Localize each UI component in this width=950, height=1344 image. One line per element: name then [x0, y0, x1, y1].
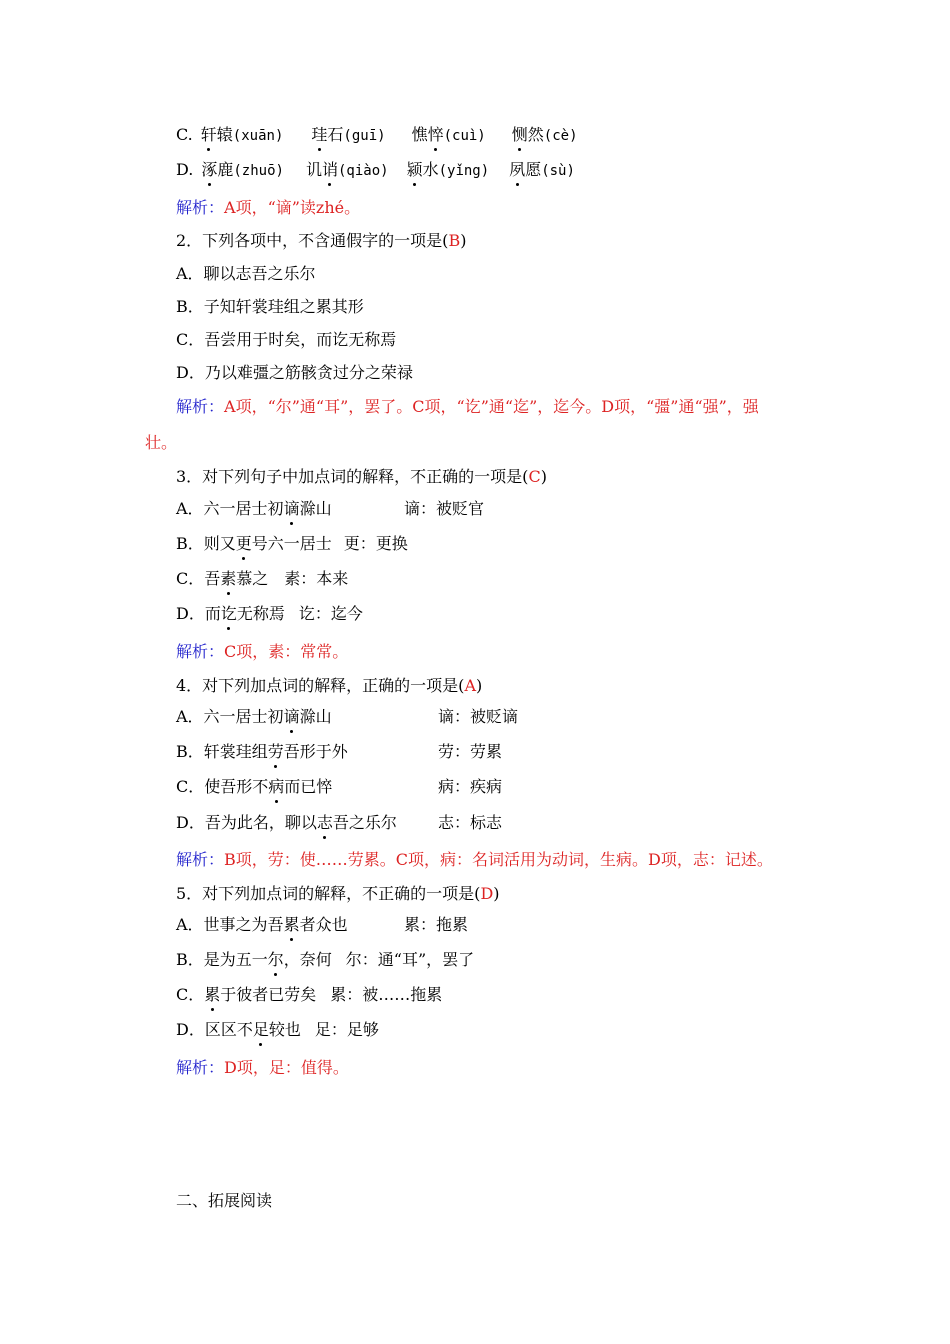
option-letter: C. [176, 125, 193, 144]
q3-option-a [176, 498, 332, 520]
option-text: B．轩裳珪组 [176, 742, 268, 761]
dotted-char: 夙 [509, 160, 526, 179]
dotted-char: 涿 [201, 160, 218, 179]
dotted-char: 诮 [321, 160, 338, 179]
dotted-char: 更 [235, 534, 252, 553]
q2-option-a: A．聊以志吾之乐尔 [176, 264, 316, 283]
analysis-label: 解析： [176, 198, 225, 217]
q4-option-a [176, 706, 332, 728]
pinyin: (guī) [343, 128, 386, 144]
question-stem: 3．对下列句子中加点词的解释，不正确的一项是( [176, 467, 529, 486]
dotted-char: 劳 [267, 742, 284, 761]
dotted-char: 恻 [511, 125, 528, 144]
option-text: 无称焉 [236, 604, 285, 623]
pinyin: (yǐng) [438, 163, 490, 179]
option-text: 较也 [268, 1020, 301, 1039]
analysis-label: 解析： [176, 642, 225, 661]
char: 水 [422, 160, 439, 179]
q3-option-d [176, 603, 363, 625]
pinyin: (sù) [541, 163, 575, 179]
q3-option-b [176, 533, 408, 555]
option-letter: D. [176, 160, 194, 179]
question-stem: 4．对下列加点词的解释，正确的一项是( [176, 676, 465, 695]
q3-stem [176, 466, 547, 488]
q4-gloss-d: 志：标志 [438, 813, 503, 832]
q4-option-d [176, 812, 397, 834]
q2-option-b: B．子知轩裳珪组之累其形 [176, 297, 364, 316]
dotted-char: 累 [283, 915, 300, 934]
q5-gloss-a: 累：拖累 [404, 915, 469, 934]
option-text: ，奈何 [283, 950, 332, 969]
answer: C [528, 467, 541, 486]
pinyin: (qiào) [337, 163, 389, 179]
char: 鹿 [217, 160, 234, 179]
dotted-char: 讫 [220, 604, 237, 623]
option-text: 而已悴 [284, 777, 333, 796]
char: 然 [527, 125, 544, 144]
char: 石 [327, 125, 344, 144]
answer: D [480, 884, 494, 903]
char: 憔 [411, 125, 428, 144]
q3-analysis [176, 641, 348, 663]
option-text: 吾形于外 [283, 742, 348, 761]
char: 讥 [305, 160, 322, 179]
option-text: 慕之 [236, 569, 269, 588]
option-text: D．吾为此名，聊以 [176, 813, 317, 832]
gloss: 累：被……拖累 [330, 985, 443, 1004]
q3-gloss-a: 谪：被贬官 [404, 499, 485, 518]
option-text: C．使吾形不 [176, 777, 269, 796]
section-heading: 二、拓展阅读 [176, 1191, 273, 1210]
option-text: D．区区不 [176, 1020, 253, 1039]
analysis-text: A项，“谪”读zhé。 [224, 198, 361, 217]
option-text: 于彼者已劳矣 [220, 985, 317, 1004]
analysis-text: D项，足：值得。 [224, 1058, 349, 1077]
analysis-label: 解析： [176, 1058, 225, 1077]
analysis-text: B项，劳：使……劳累。C项，病：名词活用为动词，生病。D项，志：记述。 [224, 850, 773, 869]
analysis-label: 解析： [176, 850, 225, 869]
dotted-char: 志 [316, 813, 333, 832]
q2-option-c: C．吾尝用于时矣，而讫无称焉 [176, 330, 397, 349]
answer: B [448, 231, 461, 250]
paren: ) [476, 676, 483, 695]
dotted-char: 累 [204, 985, 221, 1004]
q5-stem [176, 883, 500, 905]
analysis-text: C项，素：常常。 [224, 642, 349, 661]
question-stem: 5．对下列加点词的解释，不正确的一项是( [176, 884, 481, 903]
paren: ) [540, 467, 547, 486]
analysis-label: 解析： [176, 397, 225, 416]
gloss: 讫：迄今 [298, 604, 363, 623]
q2-analysis-cont [145, 432, 177, 454]
paren: ) [493, 884, 500, 903]
gloss: 更：更换 [343, 534, 408, 553]
pinyin: (cuì) [443, 128, 486, 144]
option-text: B．是为五一 [176, 950, 268, 969]
q1-option-c [176, 124, 578, 147]
q1-option-d [176, 159, 575, 182]
q5-option-c [176, 984, 442, 1006]
question-stem: 2．下列各项中，不含通假字的一项是( [176, 231, 449, 250]
pinyin: (xuān) [232, 128, 284, 144]
q1-analysis [176, 197, 360, 219]
dotted-char: 谪 [283, 499, 300, 518]
q4-option-c [176, 776, 332, 798]
q4-option-b [176, 741, 348, 763]
option-text: 滁山 [299, 499, 332, 518]
q3-option-c [176, 568, 348, 590]
dotted-char: 素 [220, 569, 237, 588]
option-text: C．吾 [176, 569, 221, 588]
dotted-char: 尔 [267, 950, 284, 969]
char: 辕 [216, 125, 233, 144]
dotted-char: 病 [268, 777, 285, 796]
q2-stem [176, 230, 466, 252]
analysis-text: 壮。 [145, 433, 178, 452]
option-text: 者众也 [299, 915, 348, 934]
option-text: A．六一居士初 [176, 499, 284, 518]
gloss: 足：足够 [314, 1020, 379, 1039]
option-text: 吾之乐尔 [332, 813, 397, 832]
option-text: A．六一居士初 [176, 707, 284, 726]
gloss: 素：本来 [284, 569, 349, 588]
q2-analysis [176, 396, 759, 418]
dotted-char: 足 [252, 1020, 269, 1039]
q5-analysis [176, 1057, 349, 1079]
q4-gloss-c: 病：疾病 [438, 777, 503, 796]
dotted-char: 轩 [200, 125, 217, 144]
pinyin: (cè) [543, 128, 578, 144]
option-text: C． [176, 985, 205, 1004]
q4-analysis [176, 849, 773, 871]
q5-option-d [176, 1019, 379, 1041]
q4-stem [176, 675, 482, 697]
q5-option-b [176, 949, 474, 971]
option-text: 滁山 [299, 707, 332, 726]
dotted-char: 珪 [311, 125, 328, 144]
dotted-char: 谪 [283, 707, 300, 726]
q5-option-a [176, 914, 348, 936]
q4-gloss-b: 劳：劳累 [438, 742, 503, 761]
q2-option-d: D．乃以难彊之筋骸贪过分之荣禄 [176, 363, 413, 382]
char: 愿 [525, 160, 542, 179]
dotted-char: 颍 [406, 160, 423, 179]
option-text: A．世事之为吾 [176, 915, 284, 934]
paren: ) [460, 231, 467, 250]
analysis-text: A项，“尔”通“耳”，罢了。C项，“讫”通“迄”，迄今。D项，“彊”通“强”，强 [224, 397, 759, 416]
answer: A [464, 676, 476, 695]
pinyin: (zhuō) [233, 163, 284, 179]
option-text: B．则又 [176, 534, 236, 553]
dotted-char: 悴 [427, 125, 444, 144]
option-text: D．而 [176, 604, 221, 623]
q4-gloss-a: 谪：被贬谪 [438, 707, 519, 726]
option-text: 号六一居士 [251, 534, 332, 553]
gloss: 尔：通“耳”，罢了 [345, 950, 475, 969]
